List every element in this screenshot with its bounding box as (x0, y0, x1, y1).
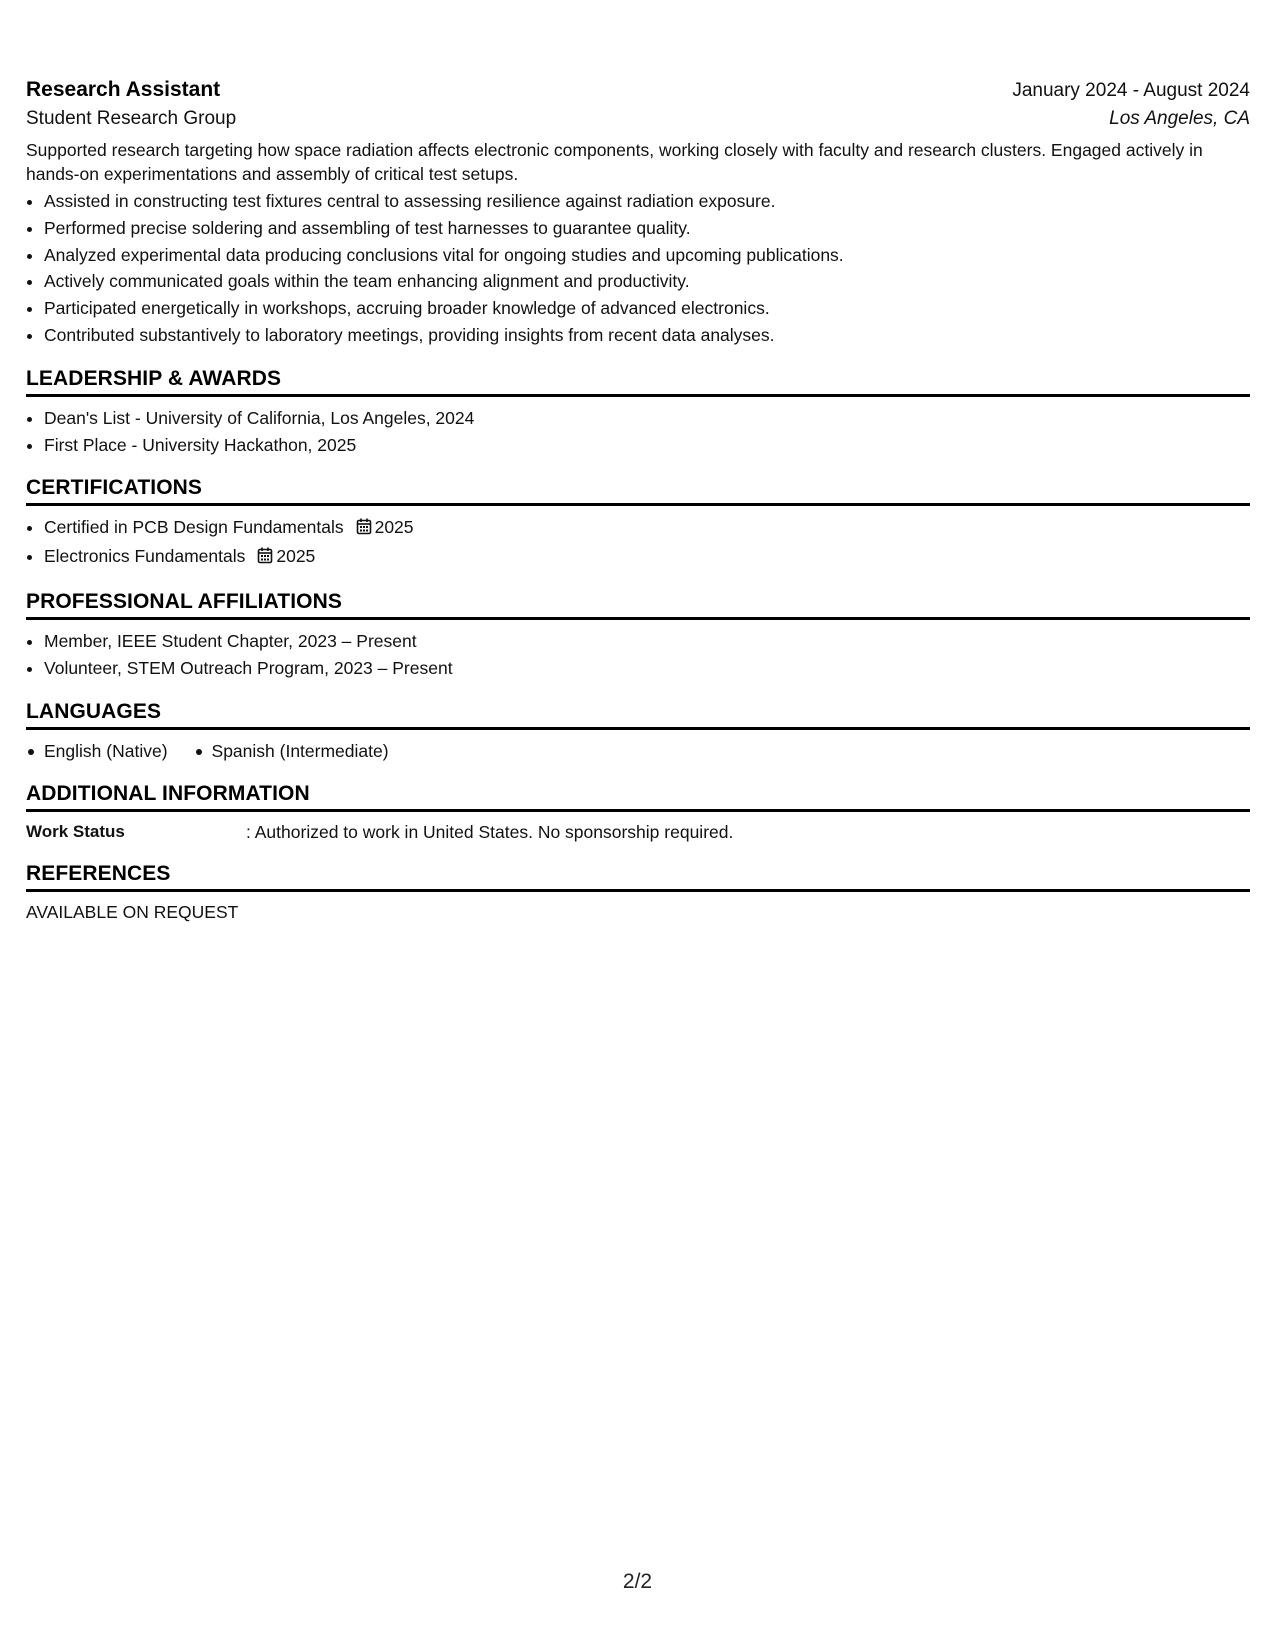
list-item: • Member, IEEE Student Chapter, 2023 – Present (44, 628, 1250, 655)
job-title: Research Assistant (26, 78, 221, 101)
affiliations-section (26, 590, 1250, 682)
list-item: • First Place - University Hackathon, 2025 (44, 432, 1250, 459)
section-heading: LEADERSHIP & AWARDS (26, 367, 1250, 397)
list-item: • Assisted in constructing test fixtures central to assessing resilience against radiation exposure. (44, 188, 1250, 215)
experience-summary: Supported research targeting how space radiation affects electronic components, working closely with faculty and research clusters. Engaged actively in hands-on experimentations and assembly of critical test setups. (26, 140, 1203, 184)
languages-list (26, 738, 1250, 765)
list-item (44, 543, 1250, 572)
certifications-section (26, 476, 1250, 572)
section-heading: CERTIFICATIONS (26, 476, 1250, 506)
additional-info-section (26, 782, 1250, 844)
experience-header (26, 78, 1250, 102)
work-status-label: Work Status (26, 822, 125, 842)
section-heading: ADDITIONAL INFORMATION (26, 782, 1250, 812)
list-item: • Analyzed experimental data producing conclusions vital for ongoing studies and upcoming publications. (44, 242, 1250, 269)
list-item: • Dean's List - University of California, Los Angeles, 2024 (44, 405, 1250, 432)
calendar-icon (356, 516, 372, 543)
experience-entry (26, 78, 1250, 349)
job-dates: January 2024 - August 2024 (1012, 80, 1250, 101)
section-heading: REFERENCES (26, 862, 1250, 892)
leadership-section (26, 367, 1250, 459)
work-status-value: : Authorized to work in United States. No sponsorship required. (246, 822, 734, 843)
certification-name: Certified in PCB Design Fundamentals (44, 517, 344, 538)
section-heading: LANGUAGES (26, 700, 1250, 730)
references-section (26, 862, 1250, 924)
calendar-icon (257, 545, 273, 572)
experience-bullets (26, 188, 1250, 349)
experience-subheader (26, 102, 1250, 130)
certification-year: 2025 (276, 546, 316, 567)
certification-name: Electronics Fundamentals (44, 546, 246, 567)
section-heading: PROFESSIONAL AFFILIATIONS (26, 590, 1250, 620)
list-item: • Contributed substantively to laboratory meetings, providing insights from recent data analyses. (44, 322, 1250, 349)
list-item (44, 514, 1250, 543)
languages-section (26, 700, 1250, 765)
list-item: English (Native) (26, 738, 168, 765)
list-item: • Volunteer, STEM Outreach Program, 2023 – Present (44, 655, 1250, 682)
affiliations-list (26, 628, 1250, 682)
page-number: 2/2 (622, 1570, 653, 1593)
certifications-list (26, 514, 1250, 572)
certification-year: 2025 (374, 517, 414, 538)
leadership-list (26, 405, 1250, 459)
list-item: • Actively communicated goals within the team enhancing alignment and productivity. (44, 268, 1250, 295)
organization: Student Research Group (26, 108, 237, 129)
resume-page (26, 78, 1250, 924)
references-text: AVAILABLE ON REQUEST (26, 902, 239, 923)
job-location: Los Angeles, CA (1109, 108, 1250, 129)
list-item: • Performed precise soldering and assembling of test harnesses to guarantee quality. (44, 215, 1250, 242)
list-item: • Participated energetically in workshops, accruing broader knowledge of advanced electronics. (44, 295, 1250, 322)
work-status-row (26, 820, 1250, 844)
list-item: Spanish (Intermediate) (194, 738, 389, 765)
